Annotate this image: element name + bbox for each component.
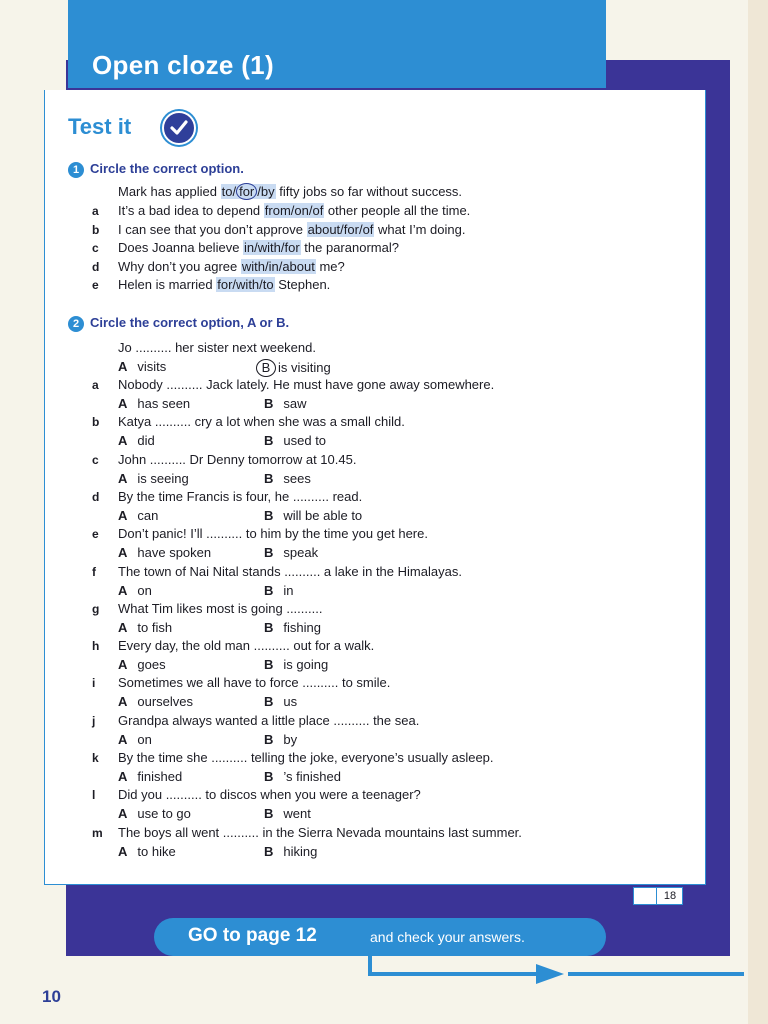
exercise-number-badge: 2 bbox=[68, 316, 84, 332]
score-box bbox=[633, 887, 683, 905]
goto-answers-banner[interactable] bbox=[154, 918, 606, 956]
option-b[interactable]: B fishing bbox=[264, 620, 321, 635]
option-a[interactable]: A goes bbox=[118, 657, 166, 672]
option-b[interactable]: B went bbox=[264, 806, 311, 821]
exercise-2-sentence: Nobody .......... Jack lately. He must have gone away somewhere. bbox=[118, 377, 495, 392]
item-letter: a bbox=[92, 204, 99, 218]
option-group[interactable]: about/for/of bbox=[307, 222, 374, 237]
option-a[interactable]: A is seeing bbox=[118, 471, 189, 486]
exercise-1-item: Does Joanna believe in/with/for the paranormal? bbox=[118, 240, 399, 255]
option-b[interactable]: B by bbox=[264, 732, 298, 747]
exercise-2-sentence: Katya .......... cry a lot when she was a small child. bbox=[118, 414, 405, 429]
item-letter: f bbox=[92, 565, 96, 579]
item-letter: a bbox=[92, 378, 99, 392]
option-a[interactable]: A to hike bbox=[118, 844, 176, 859]
item-letter: c bbox=[92, 241, 99, 255]
option-b[interactable]: B saw bbox=[264, 396, 307, 411]
option-group[interactable]: for/with/to bbox=[217, 277, 274, 292]
exercise-1-example: Mark has applied to/ for /by fifty jobs so far without success. bbox=[118, 184, 463, 199]
option-by[interactable]: by bbox=[260, 184, 275, 199]
exercise-2-sentence: Don’t panic! I’ll .......... to him by the time you get here. bbox=[118, 526, 428, 541]
exercise-2-sentence: What Tim likes most is going .......... bbox=[118, 601, 323, 616]
option-b[interactable]: B sees bbox=[264, 471, 311, 486]
exercise-1-item: Helen is married for/with/to Stephen. bbox=[118, 277, 331, 292]
goto-check-text: and check your answers. bbox=[370, 929, 525, 945]
item-letter: j bbox=[92, 714, 96, 728]
option-b[interactable]: B ’s finished bbox=[264, 769, 341, 784]
exercise-2-example-sentence: Jo .......... her sister next weekend. bbox=[118, 340, 316, 355]
exercise-1-item: I can see that you don’t approve about/for/of what I’m doing. bbox=[118, 222, 466, 237]
option-b[interactable]: B used to bbox=[264, 433, 327, 448]
option-group[interactable]: with/in/about bbox=[241, 259, 315, 274]
option-b[interactable]: B is going bbox=[264, 657, 329, 672]
exercise-1-item: It’s a bad idea to depend from/on/of other people all the time. bbox=[118, 203, 471, 218]
option-a[interactable]: A can bbox=[118, 508, 159, 523]
option-b[interactable]: B speak bbox=[264, 545, 319, 560]
check-circle-icon bbox=[162, 111, 196, 145]
option-a[interactable]: A to fish bbox=[118, 620, 173, 635]
exercise-2-sentence: Did you .......... to discos when you were a teenager? bbox=[118, 787, 421, 802]
arrow-right-icon bbox=[536, 964, 564, 984]
exercise-2-sentence: The boys all went .......... in the Sierra Nevada mountains last summer. bbox=[118, 825, 522, 840]
instruction-text: Circle the correct option. bbox=[90, 161, 244, 176]
item-letter: e bbox=[92, 278, 99, 292]
option-b[interactable]: B hiking bbox=[264, 844, 318, 859]
item-letter: i bbox=[92, 676, 96, 690]
option-for-circled[interactable]: for bbox=[236, 183, 257, 200]
exercise-2-instruction bbox=[68, 315, 289, 332]
item-letter: b bbox=[92, 415, 100, 429]
item-letter: g bbox=[92, 602, 100, 616]
exercise-2-sentence: The town of Nai Nital stands .......... a lake in the Himalayas. bbox=[118, 564, 462, 579]
option-a[interactable]: A use to go bbox=[118, 806, 191, 821]
option-a[interactable]: A finished bbox=[118, 769, 183, 784]
exercise-2-sentence: Grandpa always wanted a little place .......... the sea. bbox=[118, 713, 420, 728]
test-it-heading: Test it bbox=[68, 114, 132, 139]
arrow-line bbox=[568, 972, 744, 976]
exercise-2-sentence: By the time Francis is four, he .......... read. bbox=[118, 489, 363, 504]
item-letter: d bbox=[92, 490, 100, 504]
option-group: to/ for /by bbox=[221, 184, 275, 199]
page-title: Open cloze (1) bbox=[92, 50, 274, 80]
exercise-2-sentence: John .......... Dr Denny tomorrow at 10.45. bbox=[118, 452, 357, 467]
option-a[interactable]: A on bbox=[118, 732, 152, 747]
page-edge bbox=[748, 0, 768, 1024]
exercise-2-sentence: By the time she .......... telling the joke, everyone’s usually asleep. bbox=[118, 750, 494, 765]
item-letter: b bbox=[92, 223, 100, 237]
option-a[interactable]: A has seen bbox=[118, 396, 191, 411]
item-letter: l bbox=[92, 788, 96, 802]
item-letter: m bbox=[92, 826, 103, 840]
page-number: 10 bbox=[42, 987, 61, 1006]
option-b[interactable]: B will be able to bbox=[264, 508, 363, 523]
score-total: 18 bbox=[663, 890, 677, 902]
instruction-text: Circle the correct option, A or B. bbox=[90, 315, 290, 330]
exercise-2-sentence: Every day, the old man .......... out for a walk. bbox=[118, 638, 375, 653]
option-a[interactable]: A ourselves bbox=[118, 694, 194, 709]
exercise-1-item: Why don’t you agree with/in/about me? bbox=[118, 259, 345, 274]
item-letter: e bbox=[92, 527, 99, 541]
example-option-a[interactable]: A visits bbox=[118, 359, 167, 374]
item-letter: d bbox=[92, 260, 100, 274]
option-group[interactable]: from/on/of bbox=[264, 203, 324, 218]
example-option-b-circled[interactable]: B is visiting bbox=[256, 359, 331, 377]
exercise-number-badge: 1 bbox=[68, 162, 84, 178]
option-a[interactable]: A have spoken bbox=[118, 545, 212, 560]
option-a[interactable]: A did bbox=[118, 433, 155, 448]
option-to[interactable]: to bbox=[221, 184, 233, 199]
item-letter: k bbox=[92, 751, 99, 765]
item-letter: h bbox=[92, 639, 100, 653]
exercise-1-instruction bbox=[68, 161, 244, 178]
option-b[interactable]: B us bbox=[264, 694, 298, 709]
goto-page-text: GO to page 12 bbox=[188, 925, 317, 946]
option-b[interactable]: B in bbox=[264, 583, 294, 598]
option-group[interactable]: in/with/for bbox=[244, 240, 300, 255]
option-a[interactable]: A on bbox=[118, 583, 152, 598]
arrow-line bbox=[368, 972, 538, 976]
exercise-2-sentence: Sometimes we all have to force .......... to smile. bbox=[118, 675, 391, 690]
item-letter: c bbox=[92, 453, 99, 467]
